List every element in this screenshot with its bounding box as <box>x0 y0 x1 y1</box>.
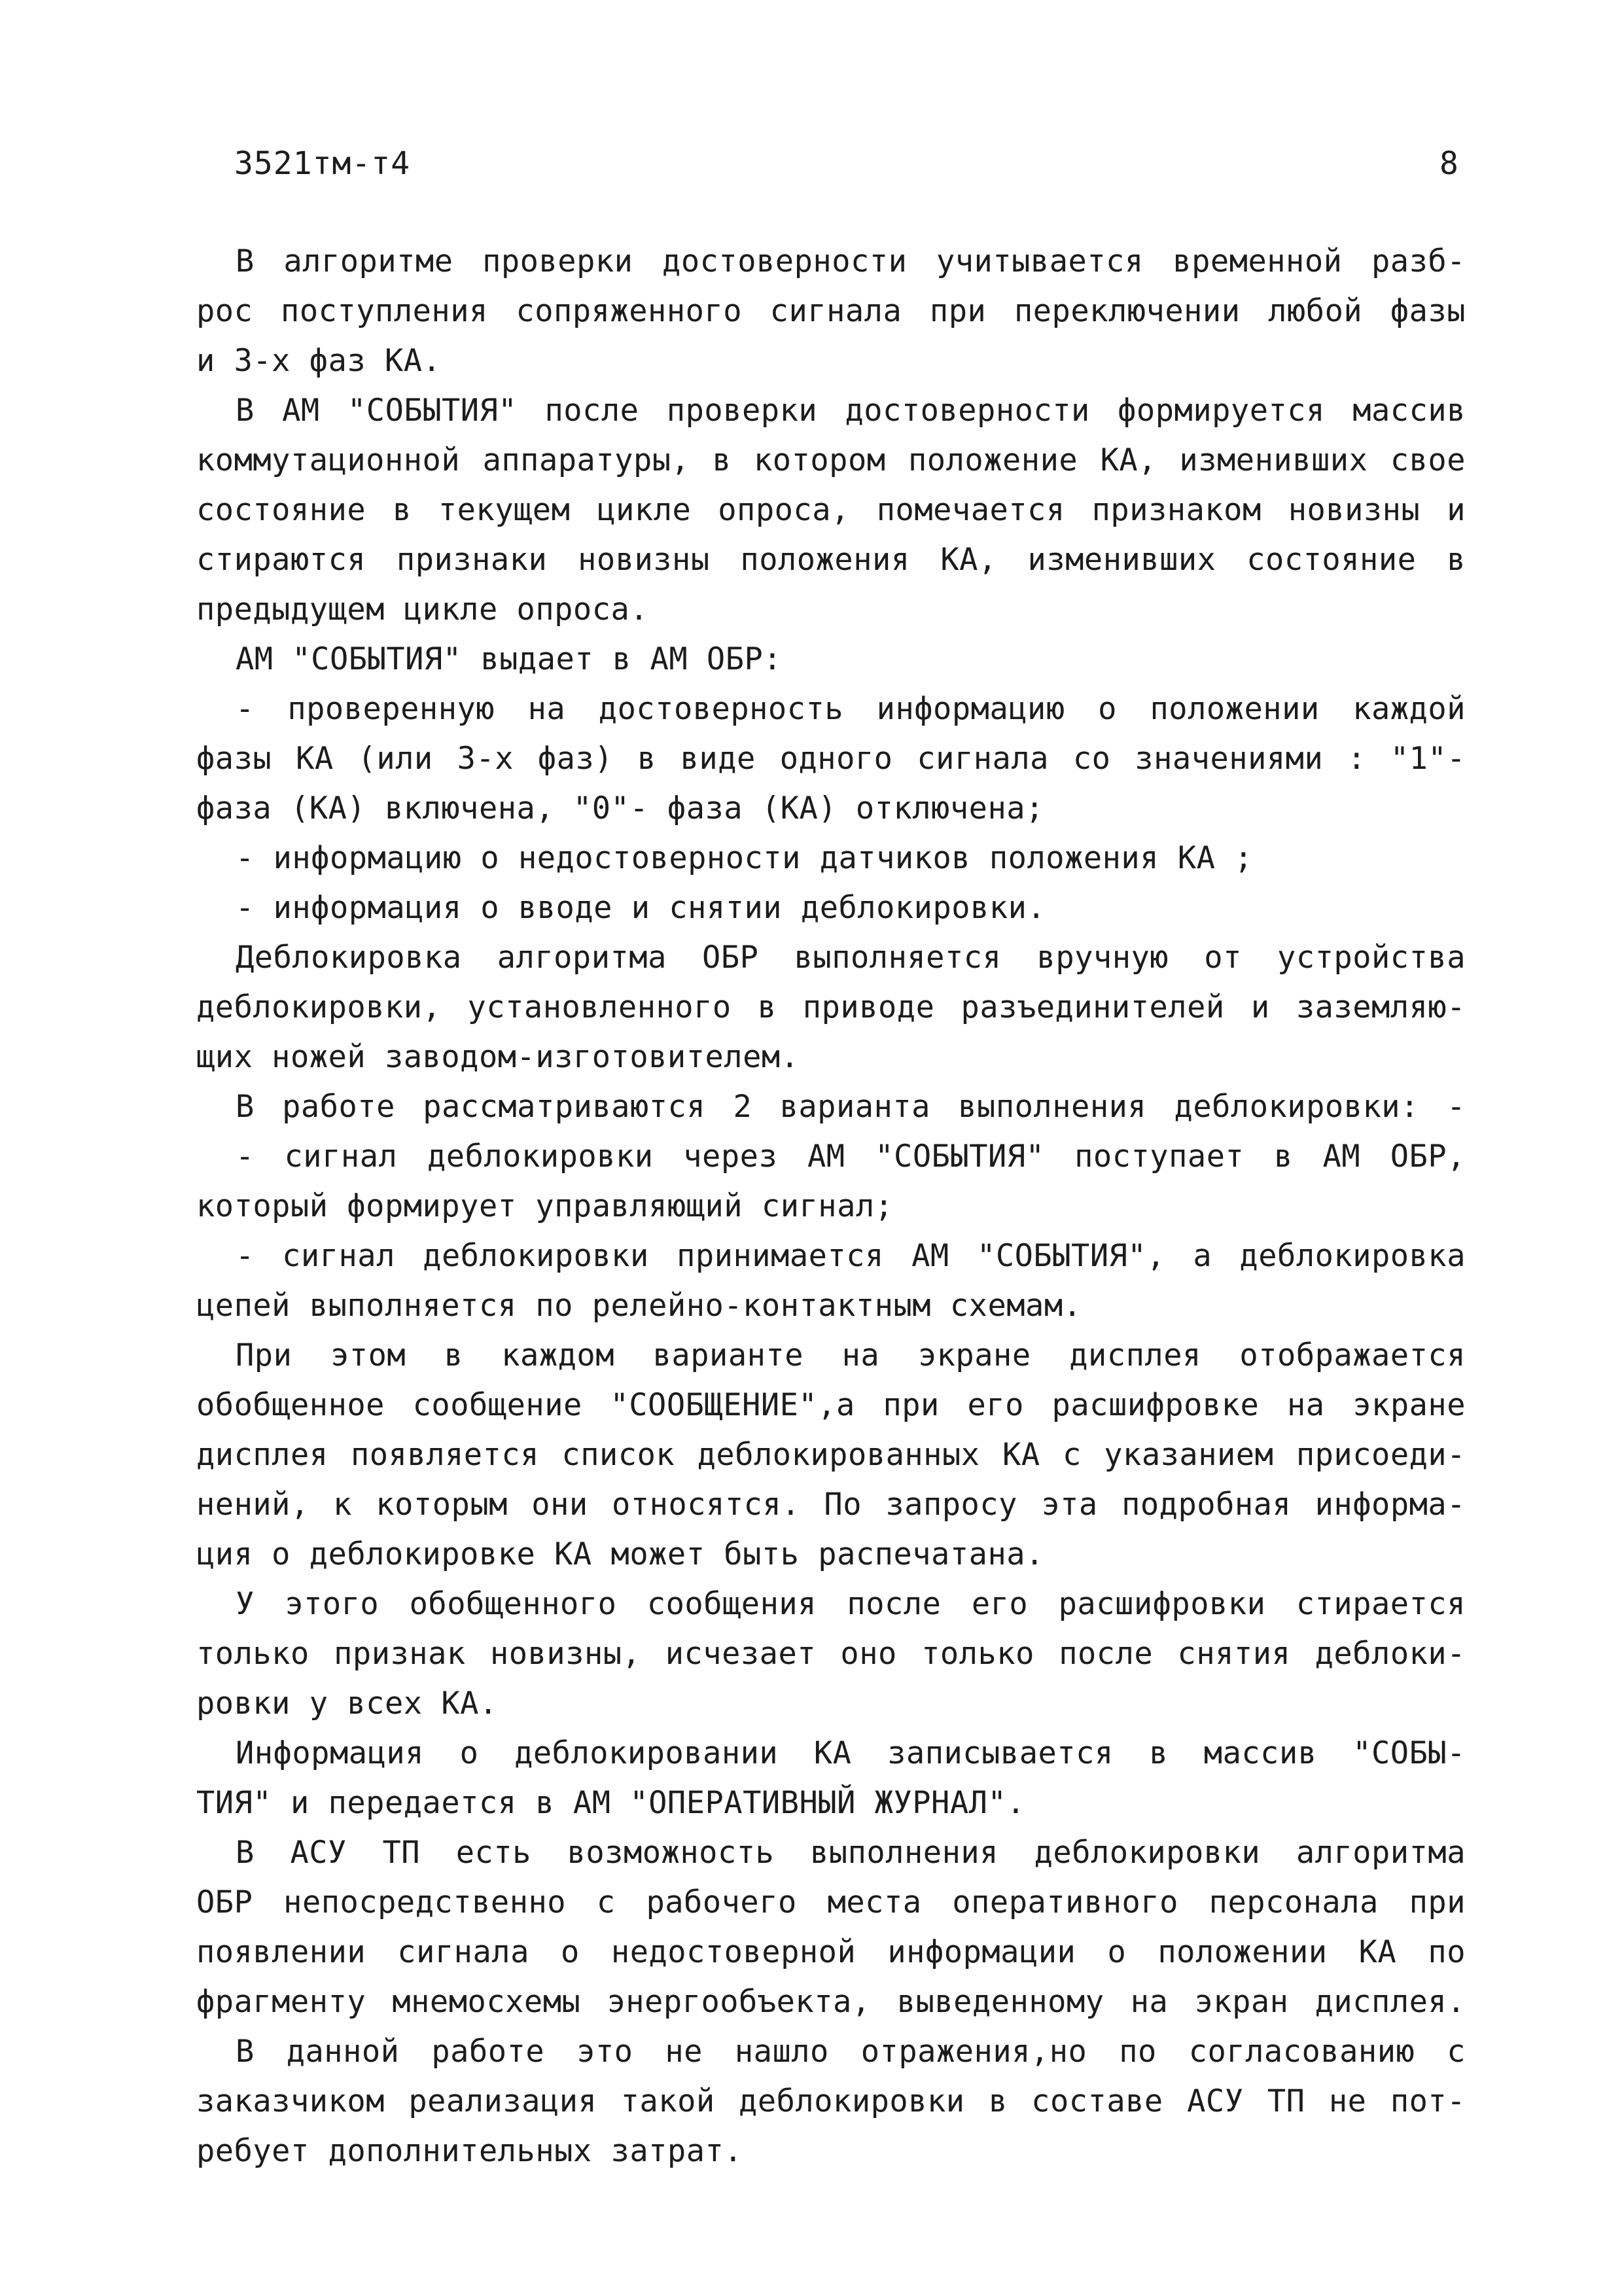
text-line: коммутационной аппаратуры, в котором положение КА, изменивших свое <box>196 442 1466 478</box>
text-line: щих ножей заводом-изготовителем. <box>196 1039 800 1075</box>
text-line: Деблокировка алгоритма ОБР выполняется вручную от устройства <box>236 940 1466 976</box>
document-code: 3521тм-т4 <box>234 145 411 182</box>
text-line: цепей выполняется по релейно-контактным схемам. <box>196 1288 1082 1324</box>
text-line: только признак новизны, исчезает оно только после снятия деблоки- <box>196 1636 1466 1672</box>
text-line: У этого обобщенного сообщения после его расшифровки стирается <box>236 1586 1466 1622</box>
text-line: деблокировки, установленного в приводе разъединителей и заземляю- <box>196 989 1466 1025</box>
text-line: состояние в текущем цикле опроса, помечается признаком новизны и <box>196 492 1466 528</box>
text-line: нений, к которым они относятся. По запросу эта подробная информа- <box>196 1487 1466 1523</box>
text-line: - информацию о недостоверности датчиков положения КА ; <box>236 840 1254 876</box>
text-line: появлении сигнала о недостоверной информации о положении КА по <box>196 1934 1466 1970</box>
text-line: - сигнал деблокировки через АМ "СОБЫТИЯ" поступает в АМ ОБР, <box>236 1139 1466 1174</box>
text-line: обобщенное сообщение "СООБЩЕНИЕ",а при его расшифровке на экране <box>196 1387 1466 1423</box>
text-line: При этом в каждом варианте на экране дисплея отображается <box>236 1337 1466 1373</box>
text-line: ровки у всех КА. <box>196 1686 498 1722</box>
text-line: и 3-х фаз КА. <box>196 343 442 379</box>
text-line: рос поступления сопряженного сигнала при переключении любой фазы <box>196 293 1466 329</box>
text-line: - сигнал деблокировки принимается АМ "СОБЫТИЯ", а деблокировка <box>236 1238 1466 1274</box>
text-line: стираются признаки новизны положения КА, изменивших состояние в <box>196 542 1466 578</box>
text-line: ТИЯ" и передается в АМ "ОПЕРАТИВНЫЙ ЖУРНАЛ". <box>196 1785 1026 1821</box>
page-number: 8 <box>1439 145 1458 182</box>
text-line: фрагменту мнемосхемы энергообъекта, выведенному на экран дисплея. <box>196 1984 1466 2020</box>
text-line: В данной работе это не нашло отражения,но по согласованию с <box>236 2034 1466 2070</box>
text-line: - информация о вводе и снятии деблокировки. <box>236 890 1046 926</box>
text-line: фаза (КА) включена, "0"- фаза (КА) отключена; <box>196 790 1044 826</box>
text-line: ОБР непосредственно с рабочего места оперативного персонала при <box>196 1884 1466 1920</box>
text-line: ция о деблокировке КА может быть распечатана. <box>196 1536 1044 1572</box>
body-text <box>196 237 1466 2176</box>
text-line: заказчиком реализация такой деблокировки в составе АСУ ТП не пот- <box>196 2083 1466 2119</box>
text-line: АМ "СОБЫТИЯ" выдает в АМ ОБР: <box>236 641 783 677</box>
text-line: Информация о деблокировании КА записывается в массив "СОБЫ- <box>236 1735 1466 1771</box>
text-line: ребует дополнительных затрат. <box>196 2133 743 2169</box>
text-line: В алгоритме проверки достоверности учитывается временной разб- <box>236 243 1466 279</box>
text-line: В АСУ ТП есть возможность выполнения деблокировки алгоритма <box>236 1835 1466 1871</box>
text-line: предыдущем цикле опроса. <box>196 592 649 627</box>
text-line: - проверенную на достоверность информацию о положении каждой <box>236 691 1466 727</box>
text-line: фазы КА (или 3-х фаз) в виде одного сигнала со значениями : "1"- <box>196 741 1466 777</box>
text-line: дисплея появляется список деблокированных КА с указанием присоеди- <box>196 1437 1466 1473</box>
text-line: В работе рассматриваются 2 варианта выполнения деблокировки: - <box>236 1089 1466 1125</box>
text-line: который формирует управляющий сигнал; <box>196 1188 894 1224</box>
text-line: В АМ "СОБЫТИЯ" после проверки достоверности формируется массив <box>236 393 1466 429</box>
